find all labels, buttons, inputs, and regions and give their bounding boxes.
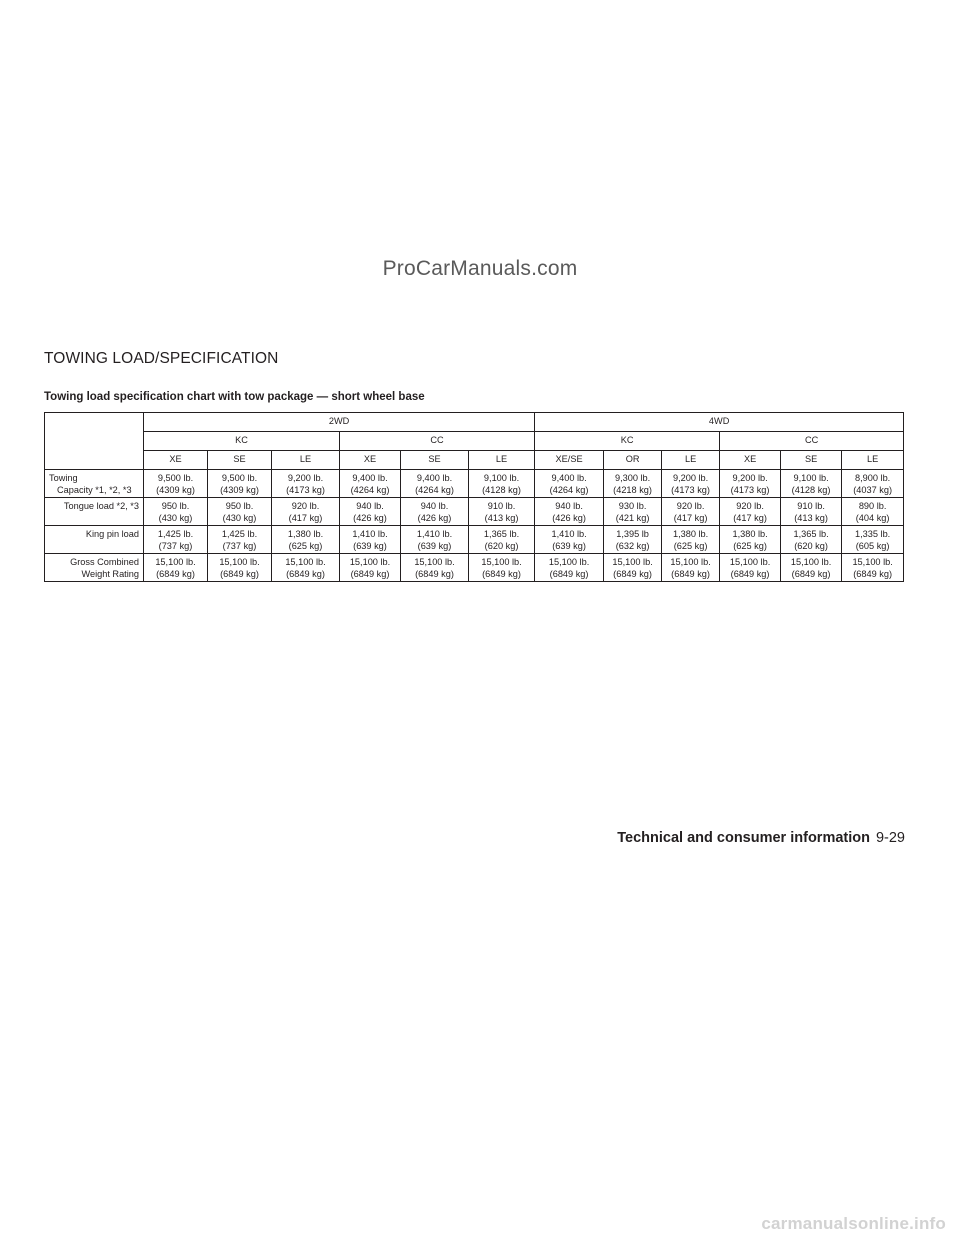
value-lb: 1,410 lb.: [551, 529, 587, 539]
value-kg: (4173 kg): [730, 485, 770, 495]
value-kg: (6849 kg): [549, 569, 589, 579]
value-kg: (620 kg): [484, 541, 519, 551]
table-cell: [662, 470, 720, 498]
trim-header: SE: [208, 451, 272, 470]
value-lb: 1,380 lb.: [732, 529, 768, 539]
value-kg: (426 kg): [353, 513, 387, 523]
table-cell: [401, 526, 469, 554]
row-label-line: Weight Rating: [81, 569, 139, 579]
value-lb: 9,300 lb.: [614, 473, 651, 483]
page-number: 9-29: [875, 830, 905, 846]
value-kg: (421 kg): [615, 513, 650, 523]
table-cell: [781, 554, 842, 582]
table-cell: [720, 526, 781, 554]
value-kg: (417 kg): [733, 513, 767, 523]
table-cell: [662, 554, 720, 582]
value-lb: 9,200 lb.: [287, 473, 324, 483]
value-lb: 15,100 lb.: [612, 557, 653, 567]
value-kg: (6849 kg): [730, 569, 770, 579]
table-cell: [535, 470, 604, 498]
table-cell: [401, 470, 469, 498]
value-lb: 9,400 lb.: [416, 473, 453, 483]
value-kg: (4037 kg): [853, 485, 893, 495]
table-cell: [535, 554, 604, 582]
value-kg: (4264 kg): [350, 485, 390, 495]
value-kg: (639 kg): [353, 541, 387, 551]
value-kg: (6849 kg): [286, 569, 325, 579]
table-cell: [469, 554, 535, 582]
value-lb: 15,100 lb.: [729, 557, 771, 567]
table-cell: [272, 554, 340, 582]
trim-header: XE/SE: [535, 451, 604, 470]
cab-header: KC: [535, 432, 720, 451]
value-lb: 1,425 lb.: [157, 529, 194, 539]
table-cell: [469, 470, 535, 498]
table-cell: [144, 526, 208, 554]
value-lb: 15,100 lb.: [349, 557, 391, 567]
table-cell: [401, 498, 469, 526]
cab-header: CC: [720, 432, 904, 451]
trim-header: LE: [469, 451, 535, 470]
value-kg: (417 kg): [288, 513, 323, 523]
value-kg: (4128 kg): [482, 485, 521, 495]
value-lb: 15,100 lb.: [285, 557, 326, 567]
value-kg: (639 kg): [552, 541, 586, 551]
footer-section-name: Technical and consumer information: [617, 830, 870, 846]
table-row: [45, 526, 904, 554]
table-cell: [208, 470, 272, 498]
value-lb: 9,400 lb.: [551, 473, 587, 483]
value-lb: 15,100 lb.: [548, 557, 590, 567]
value-lb: 1,410 lb.: [416, 529, 453, 539]
value-lb: 940 lb.: [420, 501, 449, 511]
value-kg: (413 kg): [484, 513, 519, 523]
table-cell: [662, 498, 720, 526]
value-kg: (4173 kg): [286, 485, 325, 495]
value-lb: 9,200 lb.: [732, 473, 768, 483]
trim-header: LE: [662, 451, 720, 470]
row-label-line: Gross Combined: [70, 557, 139, 567]
table-cell: [340, 526, 401, 554]
table-cell: [720, 498, 781, 526]
table-cell: [272, 498, 340, 526]
value-kg: (6849 kg): [853, 569, 893, 579]
value-lb: 9,400 lb.: [352, 473, 388, 483]
value-lb: 940 lb.: [555, 501, 583, 511]
value-lb: 950 lb.: [225, 501, 254, 511]
value-kg: (605 kg): [855, 541, 890, 551]
trim-header: LE: [272, 451, 340, 470]
table-cell: [604, 554, 662, 582]
value-lb: 9,500 lb.: [157, 473, 194, 483]
value-kg: (737 kg): [222, 541, 257, 551]
table-cell: [604, 470, 662, 498]
value-lb: 8,900 lb.: [854, 473, 891, 483]
table-cell: [208, 554, 272, 582]
value-lb: 1,395 lb: [616, 529, 649, 539]
table-cell: [469, 526, 535, 554]
table-cell: [272, 470, 340, 498]
value-kg: (417 kg): [673, 513, 708, 523]
trim-header-row: [45, 451, 904, 470]
table-cell: [720, 554, 781, 582]
value-kg: (413 kg): [794, 513, 828, 523]
table-cell: [781, 498, 842, 526]
value-kg: (620 kg): [794, 541, 828, 551]
value-kg: (4264 kg): [415, 485, 454, 495]
value-lb: 9,100 lb.: [793, 473, 829, 483]
value-kg: (4264 kg): [549, 485, 589, 495]
value-kg: (737 kg): [158, 541, 193, 551]
value-lb: 910 lb.: [487, 501, 516, 511]
value-kg: (4128 kg): [791, 485, 831, 495]
value-kg: (4173 kg): [671, 485, 710, 495]
table-cell: [535, 498, 604, 526]
table-cell: [272, 526, 340, 554]
row-label: [45, 498, 144, 526]
value-kg: (4309 kg): [156, 485, 195, 495]
table-cell: [340, 470, 401, 498]
value-lb: 1,425 lb.: [221, 529, 258, 539]
value-kg: (426 kg): [417, 513, 452, 523]
table-cell: [469, 498, 535, 526]
table-cell: [781, 470, 842, 498]
page-footer: [617, 830, 905, 846]
cab-header: CC: [340, 432, 535, 451]
drive-header-row: [45, 413, 904, 432]
trim-header: SE: [401, 451, 469, 470]
value-lb: 1,365 lb.: [483, 529, 520, 539]
table-cell: [340, 498, 401, 526]
value-lb: 920 lb.: [291, 501, 320, 511]
trim-header: SE: [781, 451, 842, 470]
value-kg: (625 kg): [673, 541, 708, 551]
value-lb: 15,100 lb.: [852, 557, 893, 567]
value-lb: 1,380 lb.: [287, 529, 324, 539]
table-row: [45, 554, 904, 582]
table-cell: [662, 526, 720, 554]
corner-cell: [45, 413, 144, 470]
value-lb: 9,200 lb.: [672, 473, 709, 483]
value-lb: 15,100 lb.: [155, 557, 196, 567]
trim-header: XE: [340, 451, 401, 470]
table-cell: [604, 526, 662, 554]
section-title: TOWING LOAD/SPECIFICATION: [44, 350, 279, 367]
value-kg: (6849 kg): [220, 569, 259, 579]
value-lb: 950 lb.: [161, 501, 190, 511]
row-label-line: King pin load: [85, 529, 139, 539]
value-lb: 9,500 lb.: [221, 473, 258, 483]
trim-header: XE: [720, 451, 781, 470]
value-kg: (625 kg): [288, 541, 323, 551]
value-kg: (6849 kg): [415, 569, 454, 579]
table-cell: [208, 526, 272, 554]
table-cell: [720, 470, 781, 498]
value-lb: 890 lb.: [858, 501, 887, 511]
towing-spec-table: [44, 412, 904, 582]
value-kg: (6849 kg): [350, 569, 390, 579]
value-kg: (6849 kg): [671, 569, 710, 579]
value-lb: 15,100 lb.: [790, 557, 832, 567]
value-kg: (4218 kg): [613, 485, 652, 495]
drive-header-2wd: 2WD: [144, 413, 535, 432]
row-label: [45, 526, 144, 554]
value-lb: 15,100 lb.: [481, 557, 522, 567]
value-kg: (6849 kg): [156, 569, 195, 579]
table-cell: [604, 498, 662, 526]
cab-header: KC: [144, 432, 340, 451]
table-cell: [144, 554, 208, 582]
table-row: [45, 498, 904, 526]
table-cell: [144, 498, 208, 526]
value-lb: 9,100 lb.: [483, 473, 520, 483]
row-label: [45, 554, 144, 582]
value-kg: (4309 kg): [220, 485, 259, 495]
trim-header: OR: [604, 451, 662, 470]
value-lb: 1,410 lb.: [352, 529, 388, 539]
value-kg: (632 kg): [615, 541, 650, 551]
value-lb: 920 lb.: [736, 501, 764, 511]
trim-header: XE: [144, 451, 208, 470]
value-kg: (426 kg): [552, 513, 586, 523]
value-lb: 15,100 lb.: [670, 557, 711, 567]
table-cell: [144, 470, 208, 498]
table-row: [45, 470, 904, 498]
value-kg: (430 kg): [158, 513, 193, 523]
watermark-bottom: carmanualsonline.info: [761, 1214, 946, 1233]
cab-header-row: [45, 432, 904, 451]
row-label: [45, 470, 144, 498]
watermark-top: ProCarManuals.com: [382, 257, 578, 280]
value-kg: (404 kg): [855, 513, 890, 523]
value-lb: 940 lb.: [356, 501, 384, 511]
value-lb: 910 lb.: [797, 501, 825, 511]
value-lb: 1,335 lb.: [854, 529, 891, 539]
value-kg: (6849 kg): [482, 569, 521, 579]
row-label-line: Capacity *1, *2, *3: [57, 485, 132, 495]
table-cell: [535, 526, 604, 554]
value-kg: (6849 kg): [791, 569, 831, 579]
table-cell: [781, 526, 842, 554]
value-kg: (6849 kg): [613, 569, 652, 579]
table-cell: [208, 498, 272, 526]
table-cell: [842, 526, 904, 554]
value-lb: 1,380 lb.: [672, 529, 709, 539]
drive-header-4wd: 4WD: [535, 413, 904, 432]
table-cell: [842, 498, 904, 526]
row-label-line: Towing: [49, 473, 78, 483]
trim-header: LE: [842, 451, 904, 470]
value-kg: (625 kg): [733, 541, 767, 551]
value-kg: (430 kg): [222, 513, 257, 523]
value-lb: 1,365 lb.: [793, 529, 829, 539]
table-body: [45, 470, 904, 582]
row-label-line: Tongue load *2, *3: [63, 501, 139, 511]
value-kg: (639 kg): [417, 541, 452, 551]
table-cell: [401, 554, 469, 582]
value-lb: 930 lb.: [618, 501, 647, 511]
table-caption: Towing load specification chart with tow package — short wheel base: [44, 391, 425, 403]
value-lb: 920 lb.: [676, 501, 705, 511]
table-cell: [842, 554, 904, 582]
value-lb: 15,100 lb.: [219, 557, 260, 567]
value-lb: 15,100 lb.: [414, 557, 455, 567]
table-cell: [340, 554, 401, 582]
table-cell: [842, 470, 904, 498]
